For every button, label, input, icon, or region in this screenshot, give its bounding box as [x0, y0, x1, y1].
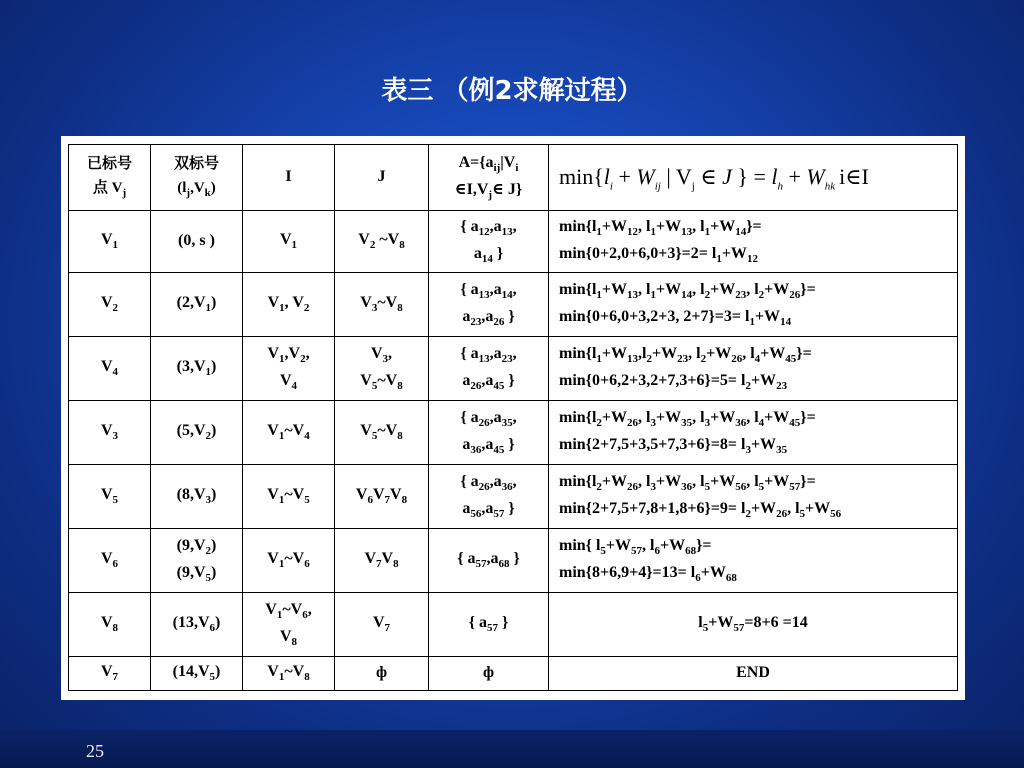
slide-title: 表三 （例2求解过程） [381, 76, 643, 106]
table-panel [61, 136, 965, 700]
table-row: $V_7$ $(14,V_5)$ $V_1\sim V_8$ ф ф END [69, 657, 958, 691]
table-row: $V_5$ $(8,V_3)$ $V_1\sim V_5$ $V_6V_7V_8$ { $a_{26},a_{36}$, $a_{56},a_{57}$ } $\min\{l_2+W_{26}$, $l_3+W_{36}$, $l_5+W_{56}$, $l_5+W_{57}\}=$ $\min\{2+7,5+7,8+1,8+6\}=9= l_2+W_{26}$, $l_5+W_{56}$ [69, 465, 958, 529]
table-row: $V_2$ $(2,V_1)$ $V_1$, $V_2$ $V_3\sim V_8$ { $a_{13},a_{14}$, $a_{23},a_{26}$ } $\min\{l_1+W_{13}$, $l_1+W_{14}$, $l_2+W_{23}$, $l_2+W_{26}\}=$ min{0+6,0+3,2+3, $2+7\}=3= l_1+W_{14}$ [69, 273, 958, 337]
table-header-row [69, 145, 958, 211]
header-arc-set: $A=\{a_{ij}|V_i$ $\in I,V_j\in$ J} [429, 145, 549, 211]
bottom-band [0, 730, 1024, 768]
page-number: 25 [86, 741, 104, 761]
solution-process-table [68, 144, 958, 691]
table-row: $V_1$ (0, s ) $V_1$ $V_2$ $\sim V_8$ { $a_{12},a_{13}$, $a_{14}$ } $\min\{l_1+W_{12}$, $l_1+W_{13}$, $l_1+W_{14}\}=$ $\min\{0+2,0+6,0+3\}=2= l_1+W_{12}$ [69, 211, 958, 273]
table-row: $V_4$ $(3,V_1)$ $V_1,V_2$, $V_4$ $V_3$, $V_5\sim V_8$ { $a_{13},a_{23}$, $a_{26},a_{45}$ } $\min\{l_1+W_{13},l_2+W_{23}$, $l_2+W_{26}$, $l_4+W_{45}\}=$ $\min\{0+6,2+3,2+7,3+6\}=5= l_2+W_{23}$ [69, 337, 958, 401]
table-row: $V_3$ $(5,V_2)$ $V_1\sim V_4$ $V_5\sim V_8$ { $a_{26},a_{35}$, $a_{36},a_{45}$ } $\min\{l_2+W_{26}$, $l_3+W_{35}$, $l_3+W_{36}$, $l_4+W_{45}\}=$ $\min\{2+7,5+3,5+7,3+6\}=8= l_3+W_{35}$ [69, 401, 958, 465]
header-set-i: I [243, 145, 335, 211]
header-labeled-vertex: 已标号 点 $V_j$ [69, 145, 151, 211]
table-row: $V_8$ $(13,V_6)$ $V_1\sim V_6$, $V_8$ $V_7$ { $a_{57}$ } $l_5+W_{57}=8+6 =14$ [69, 593, 958, 657]
min-formula-subscript: i∈I [839, 163, 869, 189]
header-double-label: 双标号 $(l_j,V_k)$ [151, 145, 243, 211]
table-row: $V_6$ $(9,V_2)$ $(9,V_5)$ $V_1\sim V_6$ $V_7V_8$ { $a_{57},a_{68}$ } min{ $l_5+W_{57}$, $l_6+W_{68}\}=$ $\min\{8+6,9+4\}=13= l_6+W_{68}$ [69, 529, 958, 593]
header-min-formula [549, 145, 958, 211]
header-set-j: J [335, 145, 429, 211]
min-formula: $\min\{l_i + W_{ij}$ | $V_j$ ∈ J } = $l_h + W_{hk}$ [559, 163, 836, 193]
